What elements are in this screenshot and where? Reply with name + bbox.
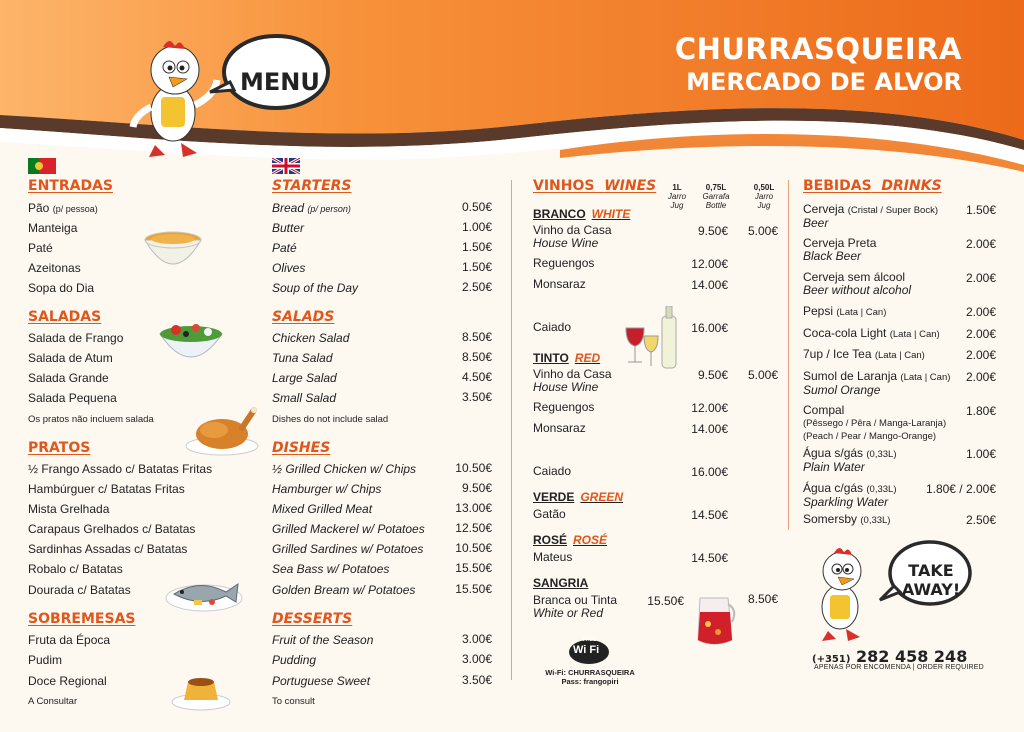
- wine-item: Reguengos: [533, 400, 595, 414]
- menu-item-price: 1.50€: [461, 260, 492, 274]
- menu-item-en: Small Salad: [272, 391, 337, 405]
- menu-item-en: Portuguese Sweet: [272, 674, 371, 688]
- wine-glasses-icon: [622, 306, 680, 372]
- drink-price: 2.00€: [965, 271, 996, 285]
- menu-item-pt: Hambúrguer c/ Batatas Fritas: [28, 482, 185, 496]
- drink-price: 1.50€: [965, 203, 996, 217]
- drink-item: Pepsi (Lata | Can): [803, 304, 887, 318]
- menu-item-en: Pudding: [272, 653, 317, 667]
- salad-note-en: Dishes do not include salad: [272, 414, 389, 425]
- roast-chicken-icon: [184, 402, 260, 458]
- drink-price: 1.80€: [965, 404, 996, 418]
- menu-item-price: 12.50€: [455, 521, 492, 535]
- soup-bowl-icon: [142, 228, 204, 273]
- menu-item-price: 10.50€: [455, 461, 492, 475]
- drink-price: 2.00€: [965, 237, 996, 251]
- menu-item-price: 8.50€: [461, 330, 492, 344]
- desserts-title: DESSERTS: [272, 611, 353, 627]
- drink-price: 1.00€: [965, 447, 996, 461]
- saladas-title: SALADAS: [28, 309, 102, 325]
- menu-item-en: Golden Bream w/ Potatoes: [272, 583, 416, 597]
- tinto-title: TINTO RED: [533, 351, 601, 365]
- drink-price: 2.00€: [965, 348, 996, 362]
- entradas-title: ENTRADAS: [28, 178, 113, 194]
- wine-price-jug: 5.00€: [747, 224, 778, 238]
- drink-item: Água s/gás (0,33L) Plain Water: [803, 446, 897, 474]
- menu-item-en: Paté: [272, 241, 297, 255]
- pratos-title: PRATOS: [28, 440, 91, 456]
- menu-item-price: 2.50€: [461, 280, 492, 294]
- wifi-free-label: FREE: [583, 637, 597, 643]
- menu-item-price: 8.50€: [461, 350, 492, 364]
- brand-block: [675, 32, 962, 96]
- wine-item: Mateus: [533, 550, 573, 564]
- drink-price: 1.80€ / 2.00€: [925, 482, 996, 496]
- wine-price: 14.50€: [691, 508, 728, 522]
- menu-item-price: 0.50€: [461, 200, 492, 214]
- menu-item-pt: Dourada c/ Batatas: [28, 583, 131, 597]
- brand-line2: MERCADO DE ALVOR: [686, 68, 962, 96]
- verde-title: VERDE GREEN: [533, 490, 624, 504]
- wine-item: Branca ou Tinta White or Red: [533, 593, 618, 620]
- wine-price-bottle: 9.50€: [697, 224, 728, 238]
- menu-item-price: 1.50€: [461, 240, 492, 254]
- menu-item-price: 4.50€: [461, 370, 492, 384]
- vinhos-title: VINHOS WINES: [533, 178, 657, 194]
- menu-item-en: Olives: [272, 261, 306, 275]
- menu-item-pt: Robalo c/ Batatas: [28, 562, 123, 576]
- wine-price: 16.00€: [691, 321, 728, 335]
- starters-title: STARTERS: [272, 178, 352, 194]
- drink-price: 2.00€: [965, 370, 996, 384]
- menu-item-en: Grilled Sardines w/ Potatoes: [272, 542, 424, 556]
- menu-item-en: Fruit of the Season: [272, 633, 374, 647]
- drink-item: Compal (Pêssego / Pêra / Manga-Laranja) (Peach / Pear / Mango-Orange): [803, 403, 947, 442]
- wine-col-header: 1L Jarro Jug: [667, 183, 687, 210]
- dishes-title: DISHES: [272, 440, 331, 456]
- rose-title: ROSÉ ROSÉ: [533, 533, 608, 547]
- salad-note-pt: Os pratos não incluem salada: [28, 414, 154, 425]
- wifi-label: Wi Fi: [573, 644, 600, 656]
- wine-price: 16.00€: [691, 465, 728, 479]
- wine-price-jug: 5.00€: [747, 368, 778, 382]
- drink-item: Cerveja (Cristal / Super Bock) Beer: [803, 202, 938, 230]
- salad-bowl-icon: [156, 318, 226, 368]
- menu-item-en: Tuna Salad: [272, 351, 333, 365]
- wine-price: 14.00€: [691, 422, 728, 436]
- drink-price: 2.00€: [965, 305, 996, 319]
- drink-item: 7up / Ice Tea (Lata | Can): [803, 347, 925, 361]
- drink-item: Somersby (0,33L): [803, 512, 891, 526]
- wine-price: 14.00€: [691, 278, 728, 292]
- drink-item: Cerveja sem álcool Beer without alcohol: [803, 270, 912, 297]
- order-required-note: APENAS POR ENCOMENDA | ORDER REQUIRED: [814, 664, 984, 671]
- menu-item-pt: Azeitonas: [28, 261, 81, 275]
- wine-price: 12.00€: [691, 257, 728, 271]
- drink-price: 2.00€: [965, 327, 996, 341]
- menu-item-pt: Fruta da Época: [28, 633, 111, 647]
- drink-item: Água c/gás (0,33L) Sparkling Water: [803, 481, 897, 509]
- wine-col-header: 0,75L Garrafa Bottle: [702, 183, 730, 210]
- wine-item: Caiado: [533, 464, 572, 478]
- menu-item-en: Soup of the Day: [272, 281, 359, 295]
- menu-item-price: 3.50€: [461, 673, 492, 687]
- wine-item: Vinho da Casa House Wine: [533, 367, 612, 394]
- sangria-price-half: 8.50€: [747, 592, 778, 606]
- uk-flag-icon: [272, 158, 300, 174]
- menu-item-en: Chicken Salad: [272, 331, 350, 345]
- takeaway-text: TAKE AWAY!: [901, 561, 961, 599]
- wine-col-header: 0,50L Jarro Jug: [753, 183, 775, 210]
- wine-item: Gatão: [533, 507, 566, 521]
- wifi-info: Wi-Fi: CHURRASQUEIRA Pass: frangopiri: [545, 668, 635, 686]
- brand-line1: CHURRASQUEIRA: [674, 32, 962, 66]
- wine-item: Caiado: [533, 320, 572, 334]
- salads-title: SALADS: [272, 309, 335, 325]
- wine-item: Reguengos: [533, 256, 595, 270]
- menu-item-en: Mixed Grilled Meat: [272, 502, 373, 516]
- sangria-title: SANGRIA: [533, 576, 589, 590]
- drink-item: Cerveja Preta Black Beer: [803, 236, 877, 263]
- menu-title: MENU: [240, 68, 320, 96]
- wine-item: Vinho da Casa House Wine: [533, 223, 612, 250]
- wine-item: Monsaraz: [533, 277, 586, 291]
- menu-item-pt: Mista Grelhada: [28, 502, 110, 516]
- branco-title: BRANCO WHITE: [533, 207, 631, 221]
- menu-item-price: 3.00€: [461, 652, 492, 666]
- menu-item-price: 3.00€: [461, 632, 492, 646]
- menu-item-price: 1.00€: [461, 220, 492, 234]
- drink-item: Coca-cola Light (Lata | Can): [803, 326, 940, 340]
- menu-item-en: Sea Bass w/ Potatoes: [272, 562, 390, 576]
- pudding-icon: [170, 672, 232, 712]
- menu-item-price: 13.00€: [455, 501, 492, 515]
- menu-item-pt: Pudim: [28, 653, 63, 667]
- sobremesas-title: SOBREMESAS: [28, 611, 136, 627]
- menu-item-price: 15.50€: [455, 561, 492, 575]
- menu-item-price: 15.50€: [455, 582, 492, 596]
- dessert-note-pt: A Consultar: [28, 696, 78, 707]
- wine-item: Monsaraz: [533, 421, 586, 435]
- dessert-note-en: To consult: [272, 696, 315, 707]
- menu-item-price: 10.50€: [455, 541, 492, 555]
- fish-plate-icon: [164, 572, 244, 614]
- menu-item-pt: Doce Regional: [28, 674, 107, 688]
- drink-item: Sumol de Laranja (Lata | Can) Sumol Orange: [803, 369, 951, 397]
- menu-item-pt: Paté: [28, 241, 53, 255]
- menu-item-pt: Salada de Atum: [28, 351, 113, 365]
- column-divider: [511, 180, 512, 680]
- menu-item-en: Large Salad: [272, 371, 337, 385]
- chicken-takeaway-icon: [806, 545, 876, 643]
- menu-item-pt: Manteiga: [28, 221, 78, 235]
- menu-item-pt: Sopa do Dia: [28, 281, 95, 295]
- phone-number: (+351) 282 458 248: [812, 647, 968, 666]
- menu-item-price: 9.50€: [461, 481, 492, 495]
- menu-item-price: 3.50€: [461, 390, 492, 404]
- menu-item-en: Bread (p/ person): [272, 201, 351, 215]
- menu-item-pt: Salada de Frango: [28, 331, 124, 345]
- sangria-price-1l: 15.50€: [647, 594, 684, 608]
- menu-item-pt: Carapaus Grelhados c/ Batatas: [28, 522, 196, 536]
- menu-item-pt: Salada Grande: [28, 371, 109, 385]
- wine-price-bottle: 9.50€: [697, 368, 728, 382]
- menu-item-en: Butter: [272, 221, 305, 235]
- drink-price: 2.50€: [965, 513, 996, 527]
- column-divider: [788, 180, 789, 530]
- menu-item-en: ½ Grilled Chicken w/ Chips: [272, 462, 417, 476]
- menu-item-en: Hamburger w/ Chips: [272, 482, 382, 496]
- menu-item-pt: ½ Frango Assado c/ Batatas Fritas: [28, 462, 213, 476]
- wine-price: 14.50€: [691, 551, 728, 565]
- wine-price: 12.00€: [691, 401, 728, 415]
- portugal-flag-icon: [28, 158, 56, 174]
- bebidas-title: BEBIDAS DRINKS: [803, 178, 942, 194]
- sangria-jug-icon: [694, 590, 738, 648]
- menu-item-pt: Sardinhas Assadas c/ Batatas: [28, 542, 188, 556]
- menu-item-en: Grilled Mackerel w/ Potatoes: [272, 522, 425, 536]
- menu-item-pt: Salada Pequena: [28, 391, 117, 405]
- menu-item-pt: Pão (p/ pessoa): [28, 201, 98, 215]
